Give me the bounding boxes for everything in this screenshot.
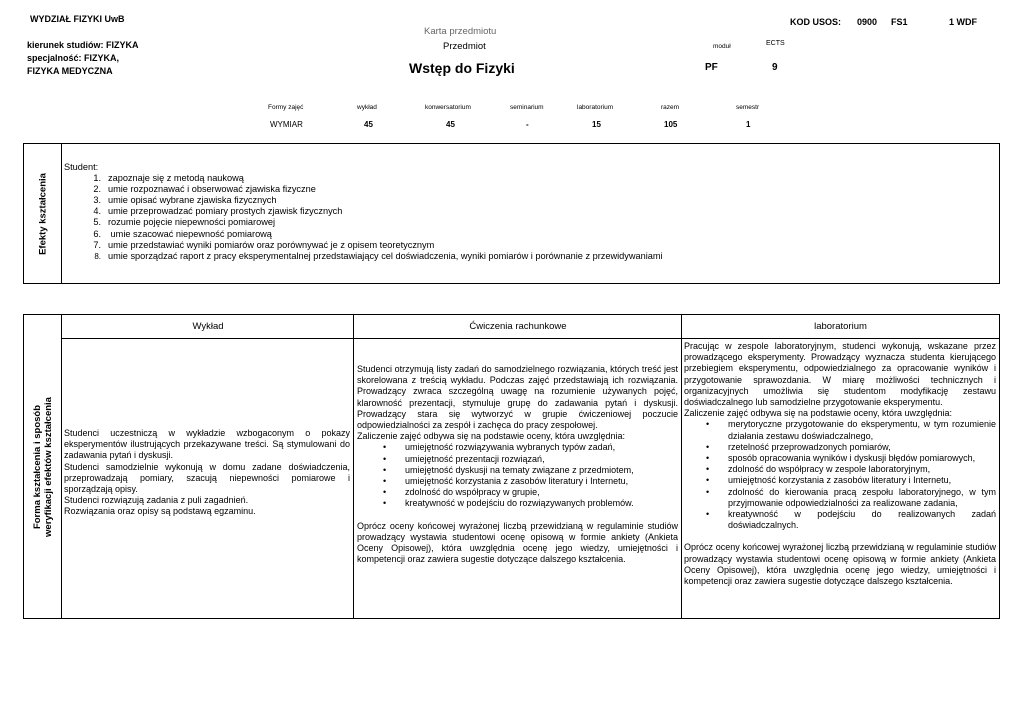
hours-col-label: semestr: [736, 104, 760, 111]
list-item-text: umie opisać wybrane zjawiska fizycznych: [108, 195, 277, 206]
outcomes-side-cell: [24, 144, 62, 283]
lecture-paragraph: Studenci uczestniczą w wykładzie wzbogaconym o pokazy eksperymentów ilustrujących przekazywane treści. Są stymulowani do zadawania pytań i dyskusji.: [64, 428, 350, 461]
hours-col-value: 45: [364, 120, 373, 129]
list-item-text: zapoznaje się z metodą naukową: [108, 173, 244, 184]
institute-name: WYDZIAŁ FIZYKI UwB: [30, 14, 125, 24]
list-item-number: 4.: [93, 206, 101, 217]
lecture-text: [64, 428, 350, 518]
lecture-paragraph: Rozwiązania oraz opisy są podstawą egzaminu.: [64, 506, 256, 517]
teaching-forms-section: [23, 314, 1000, 619]
list-item: • merytoryczne przygotowanie do eksperymentu, w tym rozumienie działania zestawu doświadczalnego,: [684, 419, 996, 441]
list-item-text: umie sporządzać raport z pracy eksperymentalnej przedstawiający cel doświadczenia, wyniki pomiarów i porównanie z przewidywaniami: [108, 250, 663, 261]
lab-grading-intro: Zaliczenie zajęć odbywa się na podstawie oceny, która uwzględnia:: [684, 408, 952, 419]
learning-outcomes-section: [23, 143, 1000, 284]
list-item-number: 1.: [93, 173, 101, 184]
wymiar-label: WYMIAR: [270, 120, 303, 129]
list-item: • umiejętność dyskusji na tematy związane z przedmiotem,: [357, 465, 678, 476]
list-item: • kreatywność w podejściu do rozwiązywanych problemów.: [357, 498, 678, 509]
column-divider: [681, 315, 682, 618]
ects-value: 9: [772, 62, 778, 73]
list-item: • kreatywność w podejściu do realizowanych zadań doświadczalnych.: [684, 509, 996, 531]
outcomes-intro: Student:: [64, 162, 99, 172]
lab-outro: Oprócz oceny końcowej wyrażonej liczbą przewidzianą w regulaminie studiów prowadzący wystawia studentowi ocenę opisową w formie ankiety (Ankieta Oceny Opisowej), która uwzględnia ocenę jego wiedzy, umiejętności i kompetencji oraz zawiera sugestie dotyczące dalszego kształcenia.: [684, 542, 996, 587]
exercises-header: Ćwiczenia rachunkowe: [354, 315, 682, 339]
exercises-column: [357, 339, 678, 618]
list-item: [64, 173, 663, 184]
lecture-column: [64, 339, 350, 618]
module-value: PF: [705, 62, 718, 73]
list-item: [64, 217, 663, 228]
list-item-number: 2.: [93, 184, 101, 195]
outcomes-list: [64, 162, 663, 262]
list-item-number: 5.: [93, 217, 101, 228]
forms-label: Formy zajęć: [268, 104, 304, 111]
list-item: [64, 251, 663, 262]
lab-header: laboratorium: [682, 315, 999, 339]
list-item-number: 7.: [93, 239, 101, 250]
lab-text: [684, 341, 996, 587]
specialization-line1: specjalność: FIZYKA,: [27, 53, 120, 63]
usos-wdf: 1 WDF: [949, 17, 977, 27]
list-item-number: 6.: [93, 228, 101, 239]
lecture-paragraph: Studenci samodzielnie wykonują w domu zadane doświadczenia, przeprowadzają pomiary, szacują niepewności pomiarowe i sporządzają opisy.: [64, 461, 350, 495]
usos-fs: FS1: [891, 17, 908, 27]
list-item: [64, 240, 663, 251]
list-item: • umiejętność korzystania z zasobów literatury i Internetu,: [684, 475, 996, 486]
exercises-intro: Studenci otrzymują listy zadań do samodzielnego rozwiązania, których treść jest skorelowana z treścią wykładu. Podczas zajęć przedstawiają ich rozwiązania. Prowadzący zwraca szczególną uwagę na rozumienie używanych pojęć, klarowność prezentacji, stymuluje grupę do zadawania pytań i dyskusji. Prowadzący stara się wytworzyć w grupie ćwiczeniowej poczucie odpowiedzialności za zespół i zachęca do pracy zespołowej.: [357, 364, 678, 431]
forms-side-label-line1: Forma kształcenia i sposób: [31, 404, 43, 529]
list-item-text: umie przedstawiać wyniki pomiarów oraz porównywać je z opisem teoretycznym: [108, 239, 435, 250]
hours-col-label: razem: [661, 104, 680, 111]
list-item-text: umie przeprowadzać pomiary prostych zjawisk fizycznych: [108, 206, 343, 217]
lab-column: [684, 339, 996, 618]
list-item-text: umie rozpoznawać i obserwować zjawiska fizyczne: [108, 184, 316, 195]
forms-side-cell: [24, 315, 62, 618]
subject-label: Przedmiot: [443, 41, 486, 52]
list-item: • umiejętność prezentacji rozwiązań,: [357, 454, 678, 465]
hours-col-label: laboratorium: [577, 104, 614, 111]
hours-col-value: 1: [746, 120, 751, 129]
usos-code: 0900: [857, 17, 878, 27]
forms-side-label-line2: weryfikacji efektów kształcenia: [42, 396, 54, 537]
exercises-outro: Oprócz oceny końcowej wyrażonej liczbą przewidzianą w regulaminie studiów prowadzący wystawia studentowi ocenę opisową w formie ankiety (Ankieta Oceny Opisowej), która uwzględnia ocenę jego wiedzy, umiejętności i kompetencji oraz zawiera sugestie dotyczące dalszego kształcenia.: [357, 520, 678, 565]
list-item: • sposób opracowania wyników i dyskusji błędów pomiarowych,: [684, 453, 996, 464]
list-item-number: 3.: [93, 195, 101, 206]
list-item: [64, 229, 663, 240]
lecture-paragraph: Studenci rozwiązują zadania z puli zagadnień.: [64, 495, 249, 506]
list-item-text: umie szacować niepewność pomiarową: [108, 228, 272, 239]
list-item: [64, 184, 663, 195]
list-item: • rzetelność przeprowadzonych pomiarów,: [684, 442, 996, 453]
lecture-header: Wykład: [62, 315, 354, 339]
exercises-grading-intro: Zaliczenie zajęć odbywa się na podstawie oceny, która uwzględnia:: [357, 431, 625, 442]
hours-col-value: 45: [446, 120, 455, 129]
list-item-number: 8.: [94, 251, 101, 261]
hours-col-value: -: [526, 120, 529, 129]
lab-criteria-list: [684, 419, 996, 531]
card-title: Karta przedmiotu: [424, 26, 497, 37]
specialization-line2: FIZYKA MEDYCZNA: [27, 66, 113, 76]
usos-label: KOD USOS:: [790, 17, 842, 27]
list-item: • zdolność do kierowania pracą zespołu laboratoryjnego, w tym przyjmowanie odpowiedzialności za realizowane zadania,: [684, 487, 996, 509]
outcomes-side-label: Efekty kształcenia: [37, 172, 48, 255]
hours-col-label: seminarium: [510, 104, 544, 111]
hours-col-label: konwersatorium: [425, 104, 471, 111]
subject-name: Wstęp do Fizyki: [409, 60, 515, 76]
lab-intro: Pracując w zespole laboratoryjnym, studenci wykonują, wskazane przez prowadzącego eksperymenty. Prowadzący wyznacza studenta kierującego przebiegiem eksperymentu, odpowiedzialnego za opracowanie wyników i przygotowanie sprawozdania. W miarę możliwości technicznych i organizacyjnych umożliwia się studentom modyfikację zestawu doświadczalnego lub samodzielne przygotowanie eksperymentu.: [684, 341, 996, 408]
list-item: • umiejętność rozwiązywania wybranych typów zadań,: [357, 442, 678, 453]
list-item: [64, 206, 663, 217]
hours-col-value: 105: [664, 120, 678, 129]
list-item: • zdolność do współpracy w grupie,: [357, 487, 678, 498]
forms-side-label: [32, 397, 54, 537]
study-direction: kierunek studiów: FIZYKA: [27, 40, 139, 50]
exercises-criteria-list: [357, 442, 678, 509]
ects-label: ECTS: [766, 40, 785, 47]
exercises-text: [357, 364, 678, 565]
list-item: • zdolność do współpracy w zespole laboratoryjnym,: [684, 464, 996, 475]
list-item-text: rozumie pojęcie niepewności pomiarowej: [108, 217, 275, 228]
hours-col-label: wykład: [357, 104, 377, 111]
list-item: [64, 195, 663, 206]
column-divider: [353, 315, 354, 618]
list-item: • umiejętność korzystania z zasobów literatury i Internetu,: [357, 476, 678, 487]
module-label: moduł: [713, 43, 731, 50]
hours-col-value: 15: [592, 120, 601, 129]
